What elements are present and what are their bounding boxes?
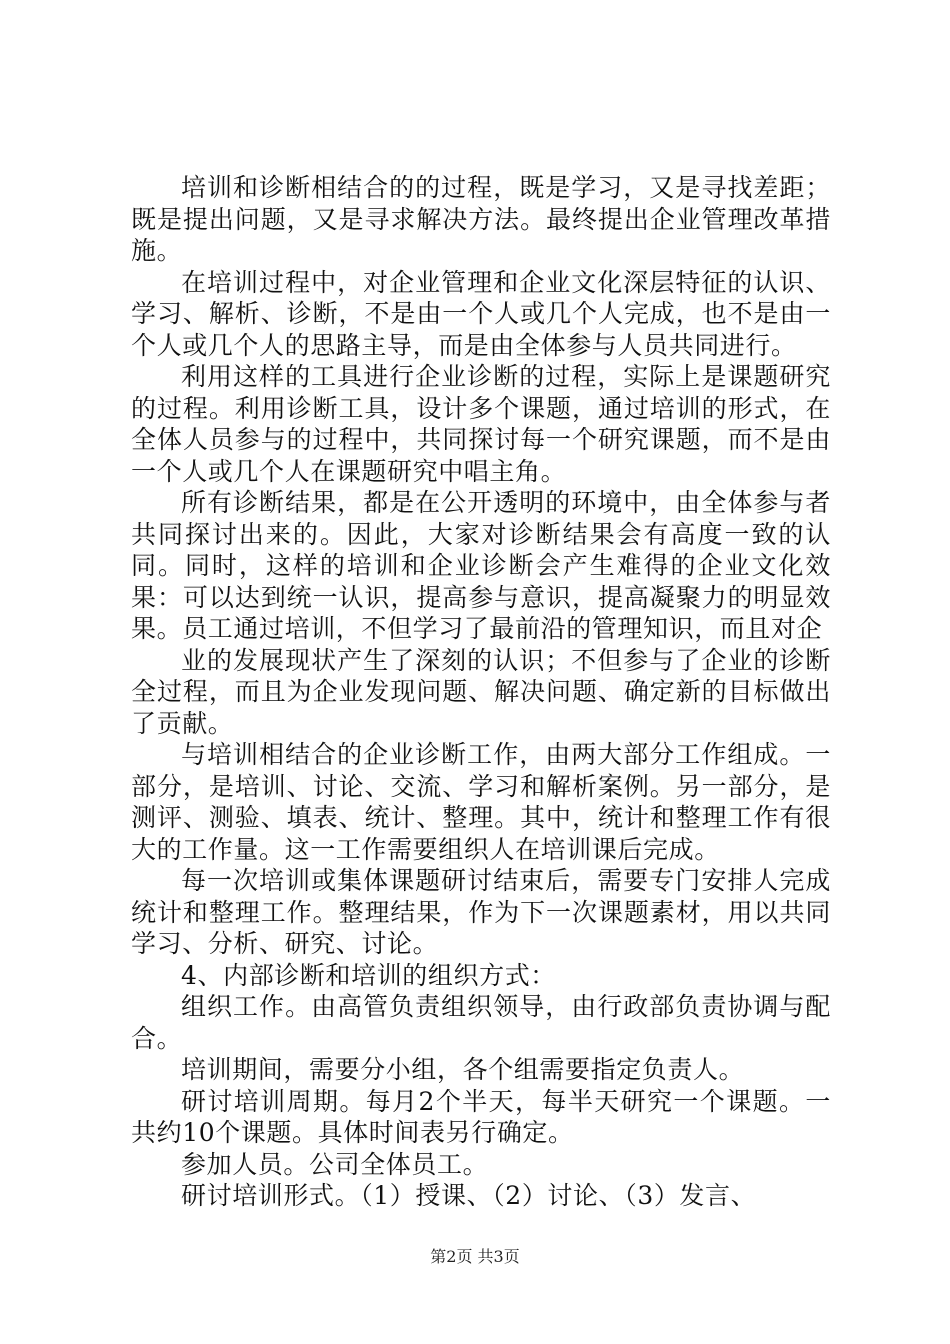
section-heading-4: 4、内部诊断和培训的组织方式：: [181, 960, 556, 990]
paragraph-groups: 培训期间，需要分小组，各个组需要指定负责人。: [181, 1055, 745, 1084]
paragraph-5: 业的发展现状产生了深刻的认识；不但参与了企业的诊断全过程，而且为企业发现问题、解决问题、确定新的目标做出了贡献。: [131, 645, 831, 738]
paragraph-4: 所有诊断结果，都是在公开透明的环境中，由全体参与者共同探讨出来的。因此，大家对诊断结果会有高度一致的认同。同时，这样的培训和企业诊断会产生难得的企业文化效果：可以达到统一认识，提高参与意识，提高凝聚力的明显效果。员工通过培训，不但学习了最前沿的管理知识，而且对企: [131, 488, 831, 643]
paragraph-organization: 组织工作。由高管负责组织领导，由行政部负责协调与配合。: [131, 992, 831, 1053]
paragraph-2: 在培训过程中，对企业管理和企业文化深层特征的认识、学习、解析、诊断，不是由一个人或几个人完成，也不是由一个人或几个人的思路主导，而是由全体参与人员共同进行。: [131, 267, 831, 360]
paragraph-1: 培训和诊断相结合的的过程，既是学习，又是寻找差距；既是提出问题，又是寻求解决方法。最终提出企业管理改革措施。: [131, 173, 831, 265]
paragraph-6: 与培训相结合的企业诊断工作，由两大部分工作组成。一部分，是培训、讨论、交流、学习和解析案例。另一部分，是测评、测验、填表、统计、整理。其中，统计和整理工作有很大的工作量。这一工作需要组织人在培训课后完成。: [131, 740, 831, 864]
paragraph-3: 利用这样的工具进行企业诊断的过程，实际上是课题研究的过程。利用诊断工具，设计多个课题，通过培训的形式，在全体人员参与的过程中，共同探讨每一个研究课题，而不是由一个人或几个人在课题研究中唱主角。: [131, 362, 831, 486]
page-footer: 第2页 共3页: [430, 1247, 520, 1266]
paragraph-7: 每一次培训或集体课题研讨结束后，需要专门安排人完成统计和整理工作。整理结果，作为下一次课题素材，用以共同学习、分析、研究、讨论。: [131, 866, 831, 958]
paragraph-format: 研讨培训形式。（1）授课、（2）讨论、（3）发言、: [181, 1181, 757, 1210]
paragraph-cycle: 研讨培训周期。每月2个半天，每半天研究一个课题。一共约10个课题。具体时间表另行确定。: [131, 1086, 831, 1147]
document-body: [131, 172, 831, 1212]
paragraph-participants: 参加人员。公司全体员工。: [181, 1149, 489, 1179]
